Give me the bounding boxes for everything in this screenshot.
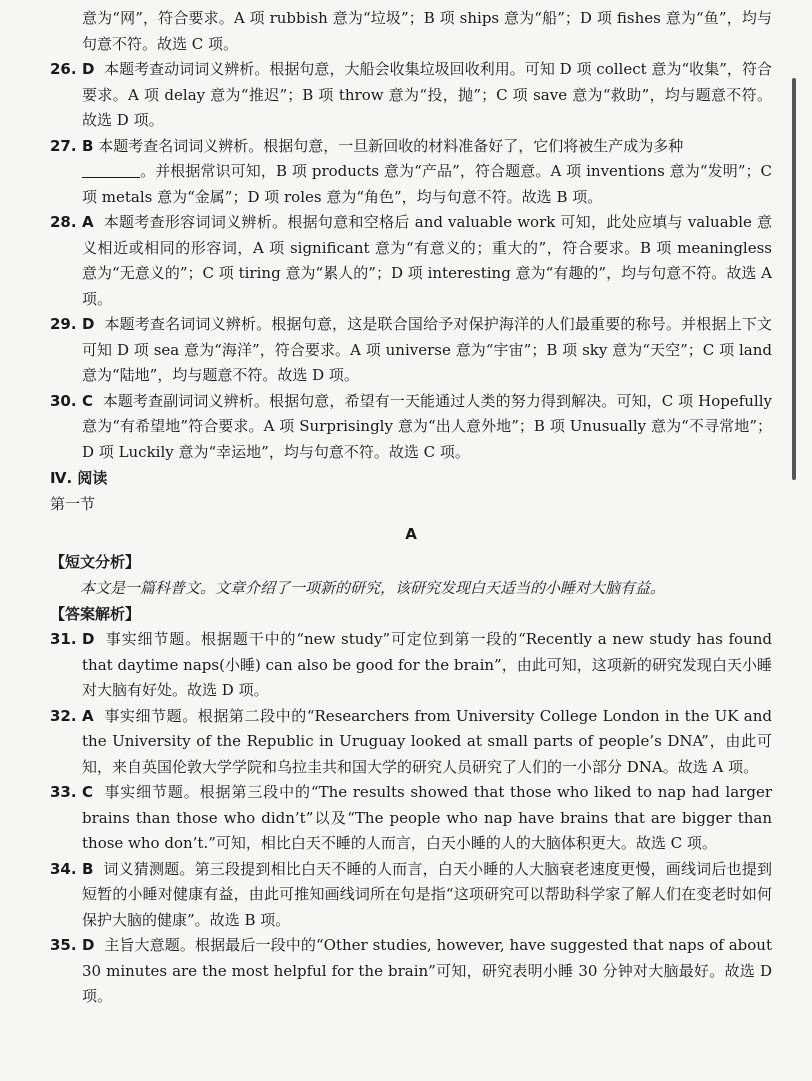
answer-letter: D [82, 315, 95, 333]
answer-letter: D [82, 60, 95, 78]
question-number: 33. [50, 783, 77, 801]
answer-letter: A [82, 706, 94, 725]
question-35 [50, 933, 772, 1010]
question-32 [50, 704, 772, 781]
question-29 [50, 312, 772, 389]
question-number: 28. [50, 213, 77, 231]
scroll-edge-bar [792, 78, 796, 480]
question-30 [50, 389, 772, 466]
question-27 [50, 134, 772, 211]
section-heading: Ⅳ. 阅读 [50, 469, 108, 487]
explanation-text-post: 。并根据常识可知，B 项 products 意为“产品”，符合题意。A 项 inventions 意为“发明”；C 项 metals 意为“金属”；D 项 roles 意为“角色”，均与句意不符。故选 B 项。 [82, 162, 772, 206]
question-number: 30. [50, 391, 77, 410]
explanation-text: 本题考查名词词义辨析。根据句意，这是联合国给予对保护海洋的人们最重要的称号。并根据上下文可知 D 项 sea 意为“海洋”，符合要求。A 项 universe 意为“宇宙”；B 项 sky 意为“天空”；C 项 land 意为“陆地”，均与题意不符。故选 D 项。 [82, 315, 772, 384]
question-number: 26. [50, 60, 77, 78]
explanation-text: 主旨大意题。根据最后一段中的“Other studies, however, have suggested that naps of about 30 minutes are the most helpful for the brain”可知，研究表明小睡 30 分钟对大脑最好。故选 D 项。 [82, 936, 772, 1005]
answer-letter: D [82, 630, 95, 648]
explanation-text: 本题考查动词词义辨析。根据句意，大船会收集垃圾回收利用。可知 D 项 collect 意为“收集”，符合要求。A 项 delay 意为“推迟”；B 项 throw 意为“投，抛”；C 项 save 意为“救助”，均与题意不符。故选 D 项。 [82, 60, 772, 129]
question-33 [50, 780, 772, 857]
question-26 [50, 57, 772, 134]
passage-label: A [405, 525, 417, 543]
answer-letter: A [82, 213, 94, 231]
question-number: 27. [50, 136, 77, 155]
continued-explanation [50, 6, 772, 57]
answer-letter: C [82, 391, 94, 410]
question-number: 29. [50, 315, 77, 333]
answer-letter: B [82, 136, 94, 155]
question-number: 35. [50, 936, 77, 954]
explanation-text: 事实细节题。根据第二段中的“Researchers from University College London in the UK and the University of the Republic in Uruguay looked at small parts of people’s DNA”，由此可知，来自英国伦敦大学学院和乌拉圭共和国大学的研究人员研究了人们的一小部分 DNA。故选 A 项。 [82, 706, 772, 776]
explanation-text-pre: 本题考查名词词义辨析。根据句意，一旦新回收的材料准备好了，它们将被生产成为多种 [98, 136, 684, 155]
answer-letter: D [82, 936, 95, 954]
question-number: 34. [50, 859, 77, 878]
question-34 [50, 857, 772, 934]
analysis-summary: 本文是一篇科普文。文章介绍了一项新的研究，该研究发现白天适当的小睡对大脑有益。 [80, 579, 666, 597]
answer-letter: C [82, 783, 94, 801]
subsection-heading: 第一节 [50, 495, 96, 513]
fill-blank-line [82, 163, 140, 178]
explanation-text: 事实细节题。根据题干中的“new study”可定位到第一段的“Recently a new study has found that daytime naps(小睡) can also be good for the brain”，由此可知，这项新的研究发现白天小睡对大脑有好处。故选 D 项。 [82, 630, 772, 699]
answer-letter: B [82, 859, 94, 878]
explanation-text: 事实细节题。根据第三段中的“The results showed that those who liked to nap had larger brains than those who didn’t”以及“The people who nap have brains that are bigger than those who don’t.”可知，相比白天不睡的人而言，白天小睡的人的大脑体积更大。故选 C 项。 [82, 783, 772, 852]
question-number: 32. [50, 706, 77, 725]
explanation-text: 本题考查副词词义辨析。根据句意，希望有一天能通过人类的努力得到解决。可知，C 项 Hopefully 意为“有希望地”符合要求。A 项 Surprisingly 意为“出人意外地”；B 项 Unusually 意为“不寻常地”；D 项 Luckily 意为“幸运地”，均与句意不符。故选 C 项。 [82, 391, 773, 461]
question-31 [50, 627, 772, 704]
answers-title: 【答案解析】 [50, 605, 141, 623]
question-number: 31. [50, 630, 77, 648]
analysis-title: 【短文分析】 [50, 553, 141, 571]
explanation-text: 本题考查形容词词义辨析。根据句意和空格后 and valuable work 可知，此处应填与 valuable 意义相近或相同的形容词，A 项 significant 意为“有意义的；重大的”，符合要求。B 项 meaningless 意为“无意义的”；C 项 tiring 意为“累人的”；D 项 interesting 意为“有趣的”，均与句意不符。故选 A 项。 [82, 213, 772, 308]
continued-text: 意为“网”，符合要求。A 项 rubbish 意为“垃圾”；B 项 ships 意为“船”；D 项 fishes 意为“鱼”，均与句意不符。故选 C 项。 [82, 9, 772, 53]
question-28 [50, 210, 772, 312]
explanation-text: 词义猜测题。第三段提到相比白天不睡的人而言，白天小睡的人大脑衰老速度更慢，画线词后也提到短暂的小睡对健康有益，由此可推知画线词所在句是指“这项研究可以帮助科学家了解人们在变老时如何保护大脑的健康”。故选 B 项。 [82, 859, 772, 929]
